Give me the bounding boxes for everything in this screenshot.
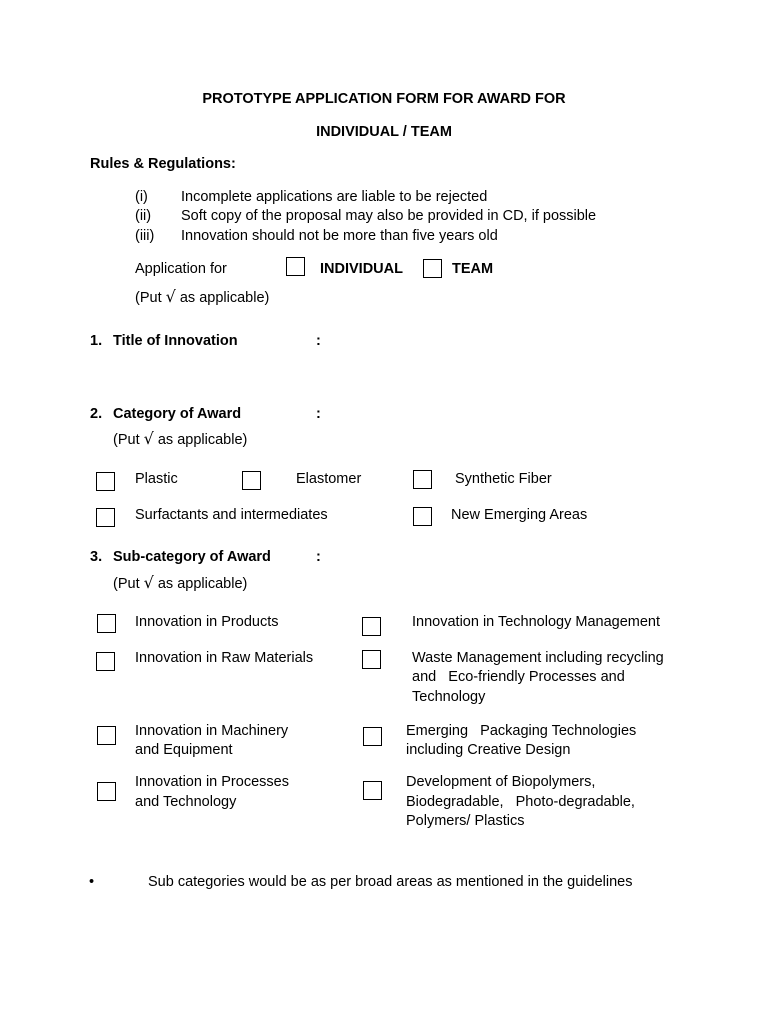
put-suffix: as applicable) <box>157 576 248 592</box>
tick-icon: √ <box>143 429 154 448</box>
products-label: Innovation in Products <box>135 614 279 630</box>
machinery-label: Innovation in Machinery <box>135 723 289 739</box>
team-label: TEAM <box>452 261 494 277</box>
packaging-label: including Creative Design <box>406 742 571 758</box>
put-prefix: (Put <box>113 432 140 448</box>
tick-icon: √ <box>165 287 176 306</box>
packaging-checkbox[interactable] <box>363 727 382 746</box>
tech-management-checkbox[interactable] <box>362 617 381 636</box>
title-of-innovation-label: Title of Innovation <box>113 333 238 349</box>
team-checkbox[interactable] <box>423 259 442 278</box>
section-number: 1. <box>90 333 103 349</box>
biopolymers-checkbox[interactable] <box>363 781 382 800</box>
machinery-checkbox[interactable] <box>97 726 116 745</box>
subcategory-of-award-label: Sub-category of Award <box>113 549 271 565</box>
rule-text: Incomplete applications are liable to be rejected <box>181 189 488 205</box>
put-suffix: as applicable) <box>157 432 248 448</box>
rule-text: Innovation should not be more than five years old <box>181 228 498 244</box>
processes-checkbox[interactable] <box>97 782 116 801</box>
plastic-checkbox[interactable] <box>96 472 115 491</box>
rule-number: (iii) <box>135 228 155 244</box>
waste-management-label: and Eco-friendly Processes and <box>412 669 625 685</box>
section-colon: : <box>316 333 321 349</box>
raw-materials-label: Innovation in Raw Materials <box>135 650 314 666</box>
surfactants-label: Surfactants and intermediates <box>135 507 328 523</box>
synthetic-fiber-checkbox[interactable] <box>413 470 432 489</box>
emerging-areas-checkbox[interactable] <box>413 507 432 526</box>
put-hint <box>113 574 247 593</box>
individual-checkbox[interactable] <box>286 257 305 276</box>
category-of-award-label: Category of Award <box>113 406 242 422</box>
rule-number: (i) <box>135 189 148 205</box>
section-number: 2. <box>90 406 103 422</box>
plastic-label: Plastic <box>135 471 178 487</box>
footnote-text: Sub categories would be as per broad areas as mentioned in the guidelines <box>148 874 633 890</box>
biopolymers-label: Biodegradable, Photo-degradable, <box>406 794 635 810</box>
section-colon: : <box>316 549 321 565</box>
products-checkbox[interactable] <box>97 614 116 633</box>
elastomer-label: Elastomer <box>296 471 362 487</box>
synthetic-fiber-label: Synthetic Fiber <box>455 471 552 487</box>
put-hint <box>113 430 247 449</box>
surfactants-checkbox[interactable] <box>96 508 115 527</box>
rule-text: Soft copy of the proposal may also be provided in CD, if possible <box>181 208 597 224</box>
raw-materials-checkbox[interactable] <box>96 652 115 671</box>
processes-label: and Technology <box>135 794 237 810</box>
application-label: Application for <box>135 261 227 277</box>
waste-management-label: Waste Management including recycling <box>412 650 664 666</box>
bullet-icon: • <box>89 874 95 890</box>
tech-management-label: Innovation in Technology Management <box>412 614 661 630</box>
packaging-label: Emerging Packaging Technologies <box>406 723 637 739</box>
elastomer-checkbox[interactable] <box>242 471 261 490</box>
rule-number: (ii) <box>135 208 152 224</box>
machinery-label: and Equipment <box>135 742 233 758</box>
put-prefix: (Put <box>135 290 162 306</box>
individual-label: INDIVIDUAL <box>320 261 403 277</box>
section-colon: : <box>316 406 321 422</box>
processes-label: Innovation in Processes <box>135 774 289 790</box>
put-prefix: (Put <box>113 576 140 592</box>
waste-management-checkbox[interactable] <box>362 650 381 669</box>
form-subtitle: INDIVIDUAL / TEAM <box>316 124 452 140</box>
put-hint <box>135 288 269 307</box>
waste-management-label: Technology <box>412 689 486 705</box>
section-number: 3. <box>90 549 103 565</box>
emerging-areas-label: New Emerging Areas <box>451 507 588 523</box>
biopolymers-label: Polymers/ Plastics <box>406 813 525 829</box>
tick-icon: √ <box>143 573 154 592</box>
put-suffix: as applicable) <box>179 290 270 306</box>
biopolymers-label: Development of Biopolymers, <box>406 774 596 790</box>
rules-heading: Rules & Regulations: <box>90 156 236 172</box>
form-title: PROTOTYPE APPLICATION FORM FOR AWARD FOR <box>202 91 566 107</box>
